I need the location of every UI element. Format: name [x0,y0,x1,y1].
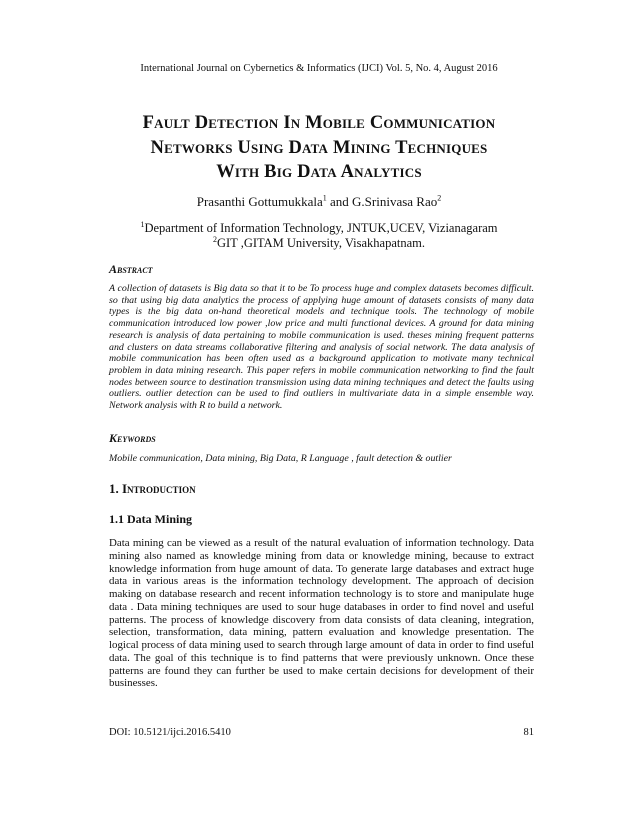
affiliation-2 [0,236,638,251]
author-line [0,194,638,210]
abstract-heading: Abstract [109,262,153,276]
footer-doi: DOI: 10.5121/ijci.2016.5410 [109,727,231,738]
paper-title [80,111,558,185]
running-head: International Journal on Cybernetics & Informatics (IJCI) Vol. 5, No. 4, August 2016 [140,63,498,74]
affiliations [0,221,638,251]
keywords-heading: Keywords [109,431,156,445]
affil-text: Department of Information Technology, JNTUK,UCEV, Vizianagaram [144,221,498,235]
author-affil-mark: 1 [322,193,327,203]
affil-mark: 2 [212,234,217,244]
body-paragraph: Data mining can be viewed as a result of the natural evaluation of information technology. Data mining also named as knowledge mining from data or knowledge mining, because to extract knowledge information from huge amount of data. To generate large databases and extract huge data in various areas is the information technology development. The approach of decision making on database research and recent information technology is to store and manipulate huge data . Data mining techniques are used to sour huge databases in order to find novel and useful patterns. The process of knowledge discovery from data consists of data cleaning, integration, selection, transformation, data mining, pattern evaluation and knowledge presentation. The logical process of data mining used to search through large amount of data in order to find useful data. The goal of this technique is to find patterns that were previously unknown. Once these patterns are found they can further be used to make certain decisions for development of their businesses. [109,537,534,690]
keywords-text: Mobile communication, Data mining, Big Data, R Language , fault detection & outlier [109,453,452,464]
author-joiner: and [326,194,353,209]
affiliation-1 [0,221,638,236]
affil-mark: 1 [140,219,145,229]
affil-text: GIT ,GITAM University, Visakhapatnam. [216,236,426,250]
author-name: G.Srinivasa Rao [352,194,438,209]
section-title: Introduction [122,481,196,496]
subsection-heading-data-mining: 1.1 Data Mining [109,512,193,526]
abstract-text: A collection of datasets is Big data so that it to be To process huge and complex datasets becomes difficult. so that using big data analytics the process of applying huge amount of datasets consists of many data types is the big data on-hand theoretical models and technique tools. The technology of mobile communication introduced low power ,low price and multi functional devices. A ground for data mining research is analysis of data pertaining to mobile communication is used. theses mining frequent patterns and clusters on data streams collaborative filtering and analysis of social network. The data analysis of mobile communication has been often used as a background application to motivate many technical problem in data mining research. This paper refers in mobile communication networking to find the fault nodes between source to destination transmission using data mining techniques and detect the faults using outliers. outlier detection can be used to find outliers in multivariate data in a simple ensemble way. Network analysis with R to build a network. [109,283,534,412]
author-name: Prasanthi Gottumukkala [196,194,323,209]
page-number: 81 [523,727,534,738]
title-line-2: Networks Using Data Mining Techniques [150,137,488,158]
title-line-3: With Big Data Analytics [216,162,422,182]
author-affil-mark: 2 [437,193,442,203]
section-heading-introduction [109,481,196,497]
title-line-1: Fault Detection In Mobile Communication [142,113,496,133]
section-number: 1. [109,481,122,496]
